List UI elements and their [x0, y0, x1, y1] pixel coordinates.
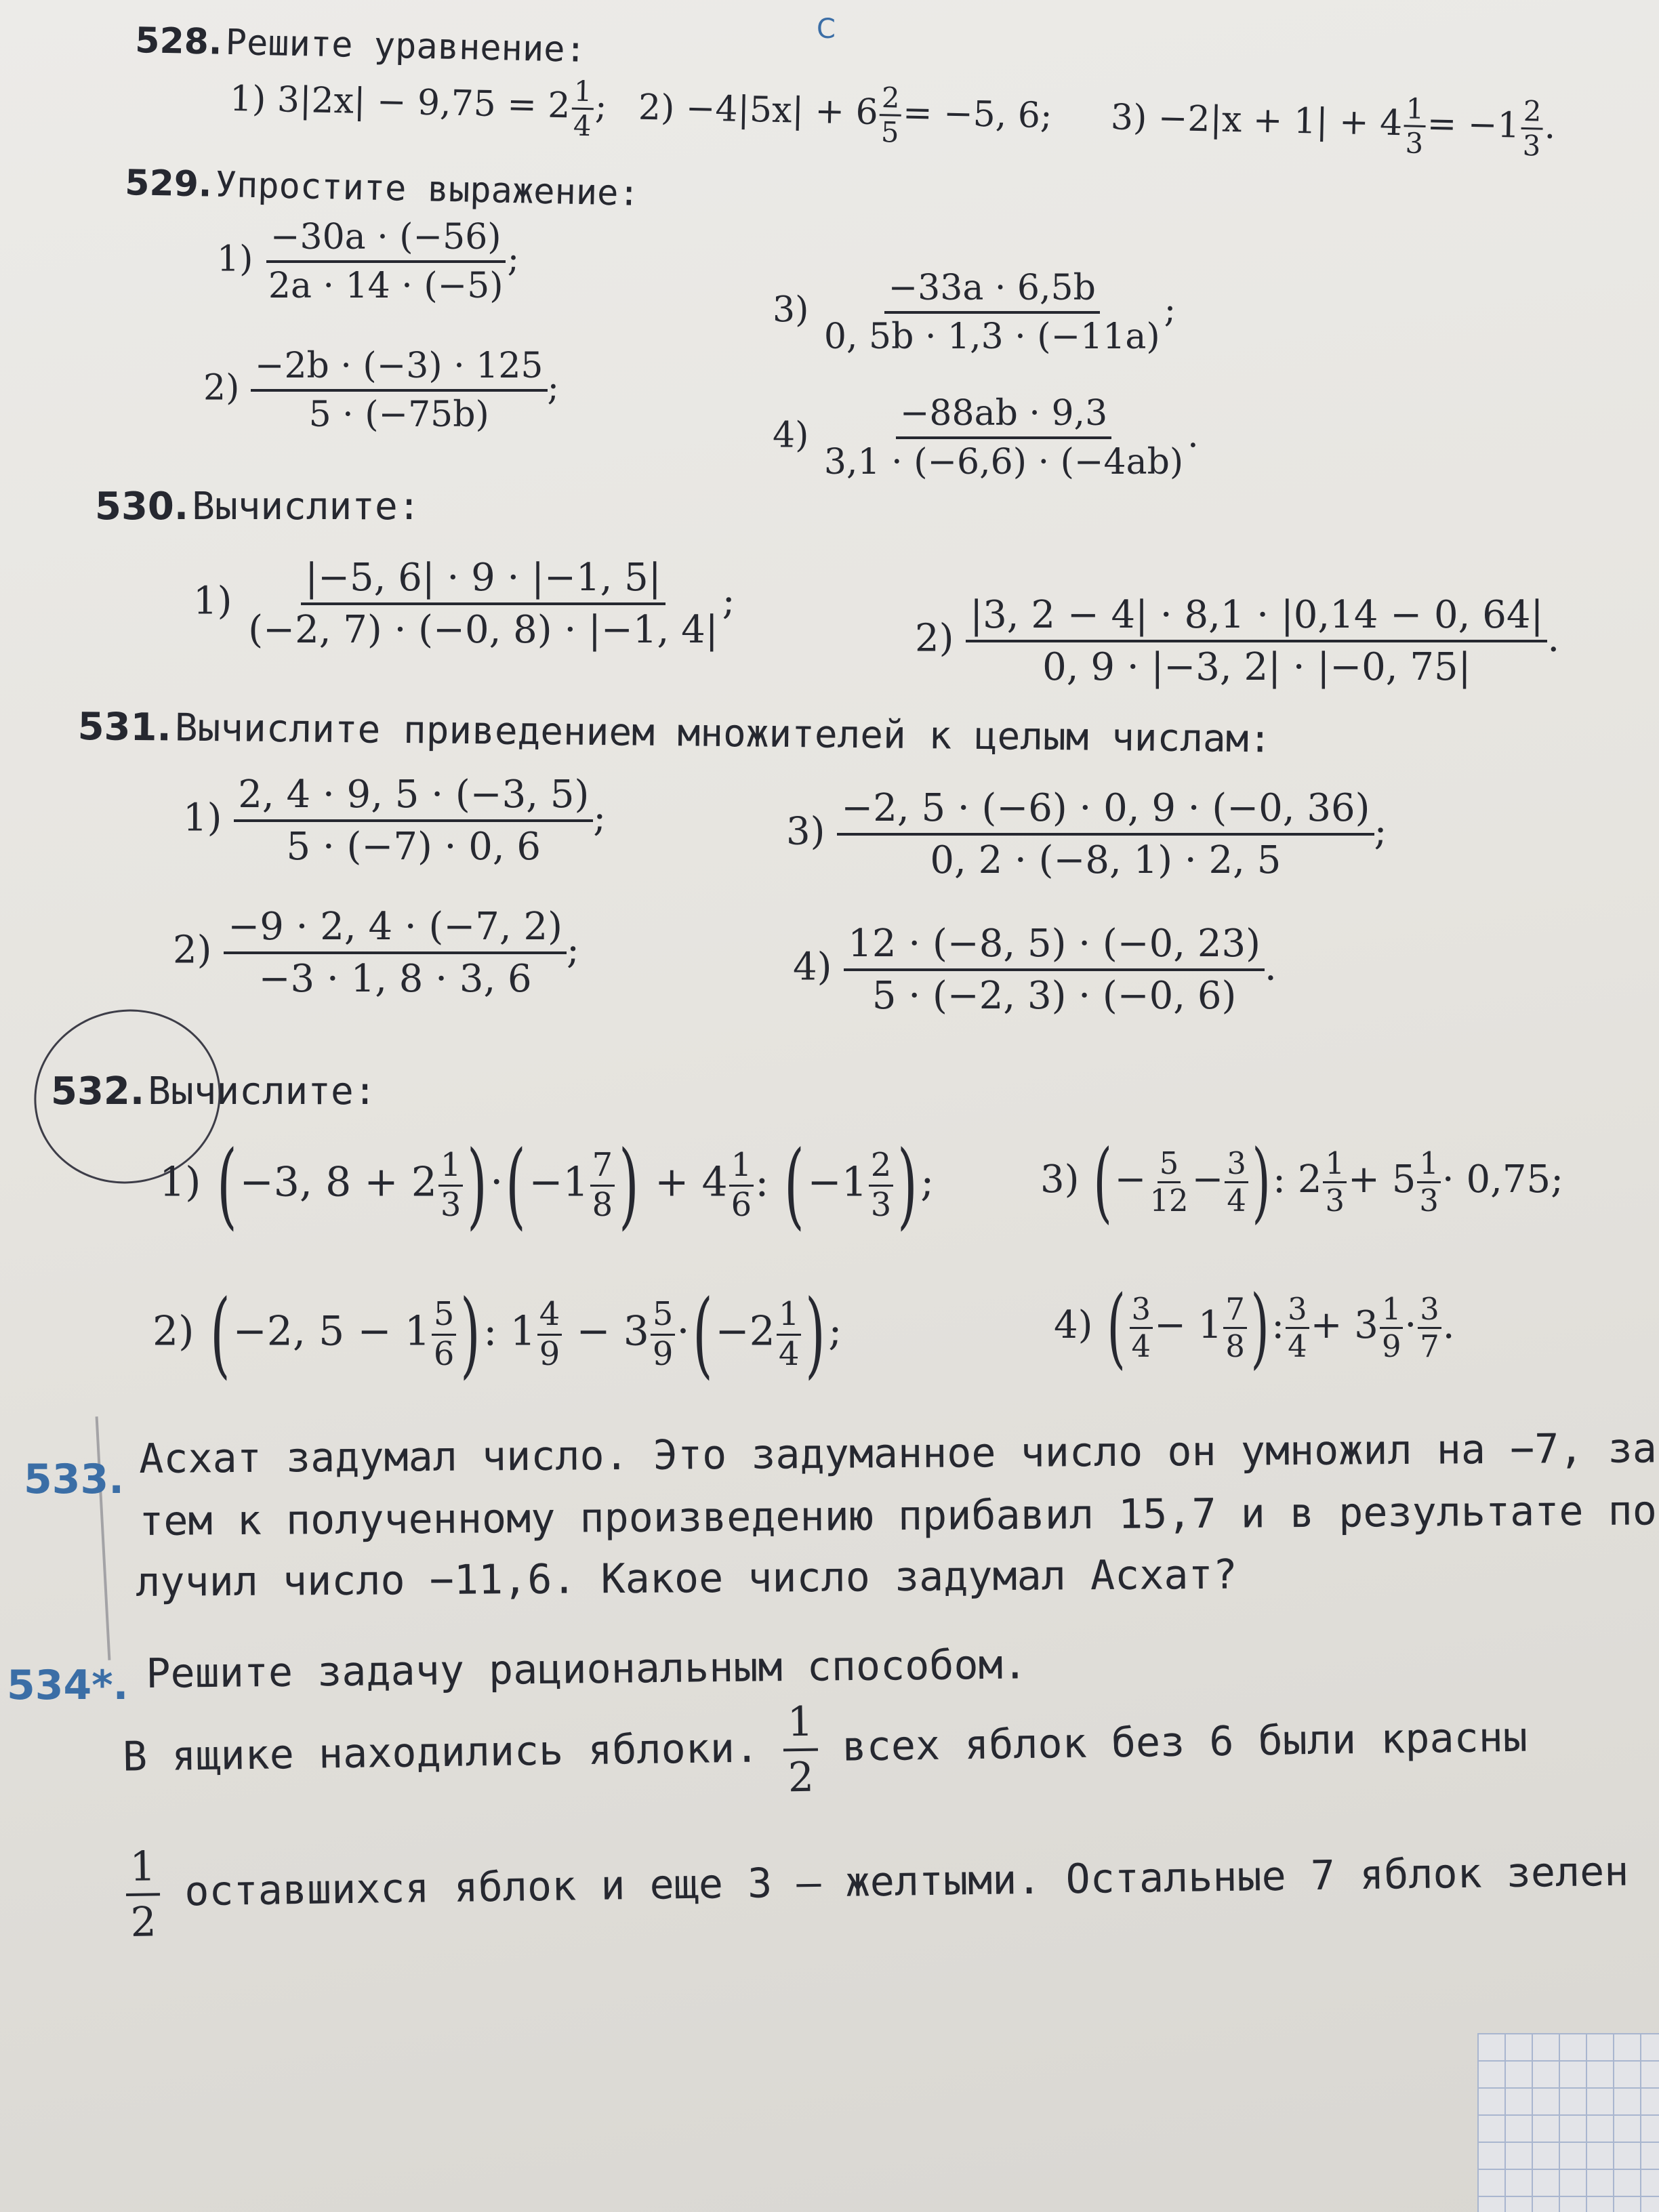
fraction: $\frac{1}{3}$: [1323, 1146, 1347, 1218]
fraction: $\frac{1}{3}$: [1403, 92, 1427, 159]
fraction: $\frac{3}{4}$: [1286, 1292, 1309, 1364]
exercise-number: 528.: [134, 20, 223, 63]
fraction: $\frac{1}{3}$: [1417, 1146, 1441, 1218]
fraction: $\frac{1}{6}$: [729, 1147, 754, 1223]
fraction: $\frac{-88ab \cdot 9,3}{3,1 \cdot (-6,6) \cdot (-4ab)}$: [823, 393, 1184, 483]
fraction: $\frac{7}{8}$: [590, 1147, 615, 1223]
exercise-number: 530.: [95, 485, 189, 529]
exercise-number: 529.: [124, 163, 213, 205]
equation-2: 2) −4|5x| + 6: [638, 87, 879, 133]
fraction: $\frac{1}{4}$: [777, 1296, 802, 1372]
fraction: $\frac{|3, 2 - 4| \cdot 8,1 \cdot |0,14 - 0, 64|}{0, 9 \cdot |-3, 2| \cdot |-0, 75|}$: [966, 593, 1547, 689]
fraction: $\frac{-33a \cdot 6,5b}{0, 5b \cdot 1,3 \cdot (-11a)}$: [823, 268, 1160, 357]
fraction: $\frac{-9 \cdot 2, 4 \cdot (-7, 2)}{-3 \cdot 1, 8 \cdot 3, 6}$: [224, 905, 567, 1001]
exercise-531-item-2: 2) $\frac{-9 \cdot 2, 4 \cdot (-7, 2)}{-3 \cdot 1, 8 \cdot 3, 6}$ ;: [173, 905, 579, 1001]
fraction: $\frac{3}{4}$: [1225, 1146, 1248, 1218]
exercise-534-line-1: В ящике находились яблоки. $\frac{1}{2}$ всех яблок без 6 были красны: [122, 1698, 1528, 1802]
fraction: $\frac{1}{9}$: [1380, 1292, 1404, 1364]
exercise-534-line-2: $\frac{1}{2}$ оставшихся яблок и еще 3 – желтыми. Остальные 7 яблок зелен: [125, 1822, 1629, 1946]
exercise-title: Вычислите:: [148, 1069, 377, 1113]
exercise-532-item-2: 2) (−2, 5 − 1 $\frac{5}{6}$ ): 1 $\frac{4}{9}$ − 3 $\frac{5}{9}$ ·(−2 $\frac{1}{4}$ );: [152, 1279, 842, 1389]
fraction: $\frac{2, 4 \cdot 9, 5 \cdot (-3, 5)}{5 \cdot (-7) \cdot 0, 6}$: [234, 773, 593, 869]
fraction: $\frac{5}{6}$: [432, 1296, 457, 1372]
fraction: $\frac{3}{4}$: [1130, 1292, 1153, 1364]
fraction: $\frac{3}{7}$: [1418, 1292, 1441, 1364]
exercise-529-item-2: 2) $\frac{-2b \cdot (-3) \cdot 125}{5 \cdot (-75b)}$ ;: [203, 346, 560, 435]
exercise-531-item-4: 4) $\frac{12 \cdot (-8, 5) \cdot (-0, 23)}{5 \cdot (-2, 3) \cdot (-0, 6)}$ .: [793, 922, 1277, 1018]
fraction: $\frac{7}{8}$: [1223, 1292, 1247, 1364]
fraction: $\frac{2}{3}$: [869, 1147, 894, 1223]
fraction: $\frac{|-5, 6| \cdot 9 \cdot |-1, 5|}{(-2, 7) \cdot (-0, 8) \cdot |-1, 4|}$: [248, 556, 718, 652]
exercise-532-item-3: 3) (− $\frac{5}{12}$ − $\frac{3}{4}$ ): 2 $\frac{1}{3}$ + 5 $\frac{1}{3}$ · 0,75;: [1040, 1131, 1564, 1233]
exercise-529-item-3: 3) $\frac{-33a \cdot 6,5b}{0, 5b \cdot 1,3 \cdot (-11a)}$ ;: [773, 268, 1176, 357]
fraction: $\frac{1}{4}$: [571, 75, 594, 142]
exercise-530: [95, 485, 420, 529]
exercise-title: Вычислите:: [192, 485, 421, 529]
equation-3: 3) −2|x + 1| + 4: [1110, 97, 1403, 144]
grid-notebook-sheet: [1477, 2033, 1659, 2212]
exercise-529-item-4: 4) $\frac{-88ab \cdot 9,3}{3,1 \cdot (-6,6) \cdot (-4ab)}$ .: [773, 393, 1199, 483]
pencil-mark: [96, 1416, 111, 1660]
exercise-title: Решите уравнение:: [225, 22, 587, 70]
exercise-number: 534*.: [7, 1662, 129, 1709]
exercise-533-line-1: Асхат задумал число. Это задуманное число он умножил на −7, за: [139, 1425, 1658, 1483]
fraction: $\frac{12 \cdot (-8, 5) \cdot (-0, 23)}{5 \cdot (-2, 3) \cdot (-0, 6)}$: [844, 922, 1265, 1018]
fraction: $\frac{-2, 5 \cdot (-6) \cdot 0, 9 \cdot (-0, 36)}{0, 2 \cdot (-8, 1) \cdot 2, 5}$: [837, 786, 1374, 882]
exercise-title: Упростите выражение:: [215, 164, 640, 214]
exercise-532-item-1: 1) (−3, 8 + 2 $\frac{1}{3}$ )·(−1 $\frac{7}{8}$ ) + 4 $\frac{1}{6}$ : (−1 $\frac{2}{3}$ );: [159, 1130, 935, 1240]
exercise-533-line-3: лучил число −11,6. Какое число задумал Асхат?: [136, 1551, 1237, 1606]
exercise-531-item-3: 3) $\frac{-2, 5 \cdot (-6) \cdot 0, 9 \cdot (-0, 36)}{0, 2 \cdot (-8, 1) \cdot 2, 5}$ ;: [786, 786, 1387, 882]
fraction: $\frac{-30a \cdot (-56)}{2a \cdot 14 \cdot (-5)}$: [264, 217, 508, 306]
exercise-529-item-1: 1) $\frac{-30a \cdot (-56)}{2a \cdot 14 \cdot (-5)}$ ;: [217, 217, 520, 306]
exercise-528: [135, 20, 587, 70]
equation-1: 1) 3|2x| − 9,75 = 2: [229, 78, 571, 127]
exercise-532-item-4: 4) ( $\frac{3}{4}$ − 1 $\frac{7}{8}$ ): $\frac{3}{4}$ + 3 $\frac{1}{9}$ · $\frac{3}{7}$ .: [1054, 1277, 1455, 1378]
fraction: $\frac{1}{2}$: [125, 1843, 161, 1946]
exercise-533-line-2: тем к полученному произведению прибавил 15,7 и в результате по: [139, 1487, 1658, 1545]
exercise-531: [77, 705, 1271, 761]
fraction: $\frac{1}{3}$: [438, 1147, 464, 1223]
exercise-530-item-1: 1) $\frac{|-5, 6| \cdot 9 \cdot |-1, 5|}{(-2, 7) \cdot (-0, 8) \cdot |-1, 4|}$ ;: [193, 556, 735, 652]
exercise-number: 532.: [51, 1069, 145, 1113]
exercise-531-item-1: 1) $\frac{2, 4 \cdot 9, 5 \cdot (-3, 5)}{5 \cdot (-7) \cdot 0, 6}$ ;: [183, 773, 607, 869]
fraction: $\frac{-2b \cdot (-3) \cdot 125}{5 \cdot (-75b)}$: [251, 346, 548, 435]
exercise-534-title: Решите задачу рациональным способом.: [146, 1641, 1028, 1698]
exercise-number: 531.: [77, 705, 172, 750]
exercise-529: [125, 163, 640, 214]
exercise-530-item-2: 2) $\frac{|3, 2 - 4| \cdot 8,1 \cdot |0,14 - 0, 64|}{0, 9 \cdot |-3, 2| \cdot |-0, 75|}$ .: [915, 593, 1560, 689]
fraction: $\frac{1}{2}$: [783, 1698, 818, 1802]
fraction: $\frac{5}{12}$: [1149, 1145, 1189, 1218]
fraction: $\frac{4}{9}$: [537, 1296, 562, 1372]
exercise-title: Вычислите приведением множителей к целым числам:: [174, 705, 1272, 762]
exercise-532: [51, 1069, 376, 1113]
fraction: $\frac{2}{3}$: [1520, 95, 1544, 162]
fraction: $\frac{2}{5}$: [879, 81, 903, 148]
fraction: $\frac{5}{9}$: [651, 1296, 676, 1372]
section-mark: С: [817, 14, 836, 45]
exercise-528-equations: 1) 3|2x| − 9,75 = 2 $\frac{1}{4}$ ; 2) −4|5x| + 6 $\frac{2}{5}$ = −5, 6; 3) −2|x + 1| + 4 $\frac{1}{3}$ = −1 $\frac{2}{3}$ .: [229, 74, 1557, 163]
exercise-number: 533.: [24, 1456, 125, 1503]
